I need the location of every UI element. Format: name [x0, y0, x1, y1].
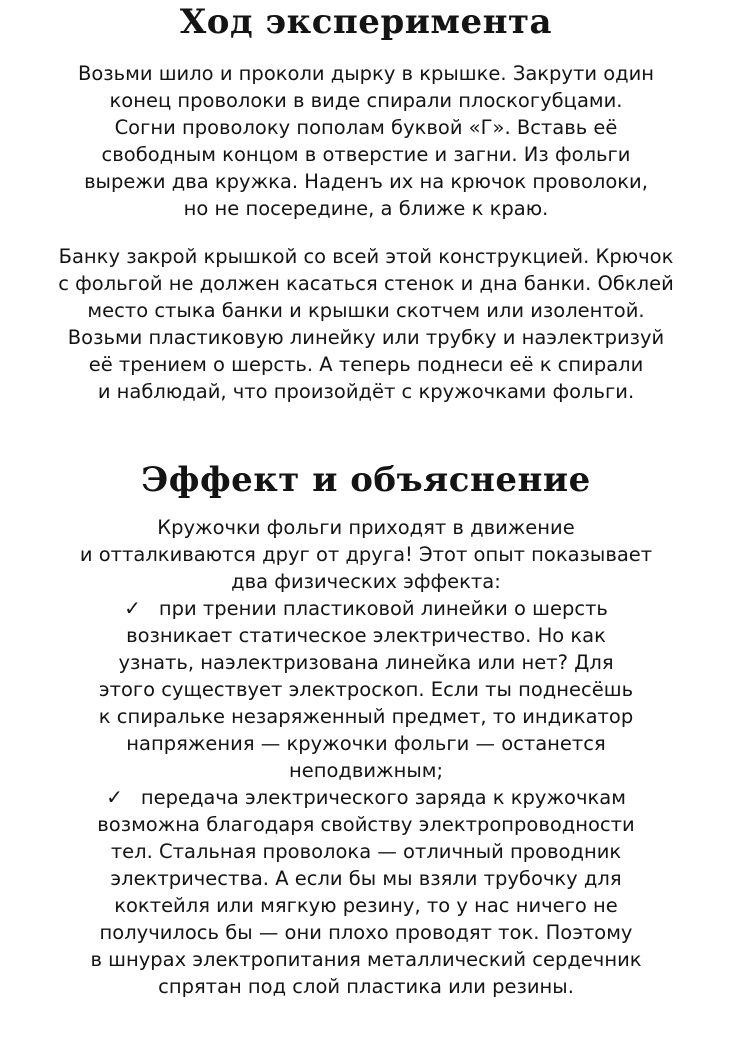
- text-line: два физических эффекта:: [231, 570, 501, 593]
- text-line: напряжения — кружочки фольги — останется: [126, 732, 606, 755]
- text-line: Возьми пластиковую линейку или трубку и наэлектризуй: [67, 326, 665, 349]
- text-line: Согни проволоку пополам буквой «Г». Вставь её: [114, 116, 618, 139]
- text-line: к спиральке незаряженный предмет, то индикатор: [98, 705, 634, 728]
- section-heading-effect: Эффект и объяснение: [141, 460, 591, 500]
- text-line: и отталкиваются друг от друга! Этот опыт показывает: [79, 543, 653, 566]
- text-line: но не посередине, а ближе к краю.: [183, 197, 549, 220]
- text-line: получилось бы — они плохо проводят ток. Поэтому: [99, 921, 633, 944]
- text-line: при трении пластиковой линейки о шерсть: [158, 597, 608, 620]
- effect-explanation: [0, 514, 732, 1000]
- text-line: место стыка банки и крышки скотчем или изолентой.: [87, 299, 645, 322]
- text-line: с фольгой не должен касаться стенок и дна банки. Обклей: [58, 272, 674, 295]
- text-line: и наблюдай, что произойдёт с кружочками фольги.: [97, 380, 635, 403]
- text-line: Банку закрой крышкой со всей этой конструкцией. Крючок: [58, 245, 674, 268]
- experiment-paragraph-1: [0, 60, 732, 222]
- bullet-line: [0, 595, 732, 622]
- experiment-paragraph-2: [0, 243, 732, 405]
- checkmark-icon: ✓: [124, 596, 141, 620]
- text-line: спрятан под слой пластика или резины.: [158, 975, 574, 998]
- text-line: её трением о шерсть. А теперь поднеси её к спирали: [88, 353, 644, 376]
- text-line: узнать, наэлектризована линейка или нет? Для: [118, 651, 614, 674]
- section-heading-experiment: Ход эксперимента: [179, 2, 553, 42]
- text-line: конец проволоки в виде спирали плоскогубцами.: [109, 89, 623, 112]
- checkmark-icon: ✓: [106, 785, 123, 809]
- text-line: Возьми шило и проколи дырку в крышке. Закрути один: [77, 62, 655, 85]
- text-line: возможна благодаря свойству электропроводности: [97, 813, 635, 836]
- text-line: вырежи два кружка. Наденъ их на крючок проволоки,: [84, 170, 648, 193]
- text-line: возникает статическое электричество. Но как: [126, 624, 606, 647]
- text-line: тел. Стальная проволока — отличный проводник: [110, 840, 622, 863]
- text-line: Кружочки фольги приходят в движение: [157, 516, 575, 539]
- text-line: неподвижным;: [288, 759, 444, 782]
- text-line: электричества. А если бы мы взяли трубочку для: [110, 867, 622, 890]
- bullet-line: [0, 784, 732, 811]
- text-line: коктейля или мягкую резину, то у нас ничего не: [114, 894, 618, 917]
- text-line: свободным концом в отверстие и загни. Из фольги: [101, 143, 631, 166]
- text-line: передача электрического заряда к кружочкам: [140, 786, 626, 809]
- text-line: этого существует электроскоп. Если ты поднесёшь: [98, 678, 634, 701]
- text-line: в шнурах электропитания металлический сердечник: [90, 948, 642, 971]
